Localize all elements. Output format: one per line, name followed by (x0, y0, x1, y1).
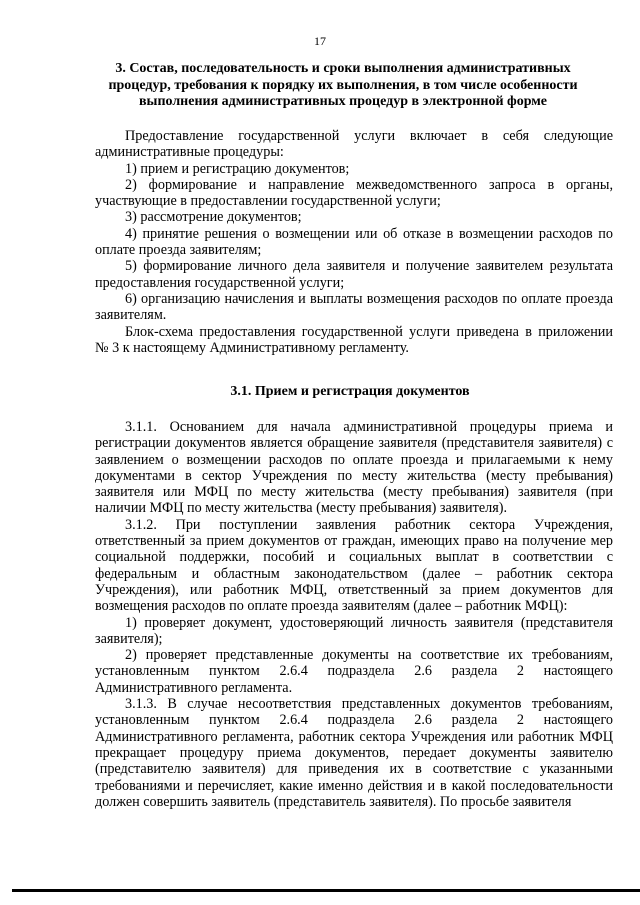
list-item: 4) принятие решения о возмещении или об отказе в возмещении расходов по оплате проезда заявителям; (95, 225, 613, 259)
paragraph: 3.1.2. При поступлении заявления работник сектора Учреждения, ответственный за прием документов от граждан, имеющих право на получение мер социальной поддержки, пособий и социальных выплат в соответствии с федеральным и областным законодательством (далее – работник сектора Учреждения), или работник МФЦ, ответственный за прием документов для возмещения расходов по оплате проезда заявителям (далее – работник МФЦ): (95, 516, 613, 615)
section-title-line: процедур, требования к порядку их выполнения, в том числе особенности (108, 77, 578, 93)
subsection-title: 3.1. Прием и регистрация документов (230, 384, 470, 399)
list-item: 1) проверяет документ, удостоверяющий личность заявителя (представителя заявителя); (95, 614, 613, 647)
subsection-text (95, 419, 613, 810)
list-item: 6) организацию начисления и выплаты возмещения расходов по оплате проезда заявителям. (95, 290, 613, 324)
list-item: 1) прием и регистрацию документов; (125, 160, 350, 177)
page-number: 17 (314, 34, 326, 48)
paragraph: Блок-схема предоставления государственной услуги приведена в приложении № 3 к настоящему Административному регламенту. (95, 323, 613, 356)
paragraph: 3.1.3. В случае несоответствия представленных документов требованиям, установленным пунктом 2.6.4 подраздела 2.6 раздела 2 настоящего Административного регламента, работник сектора Учреждения или работник МФЦ прекращает процедуру приема документов, передает документы заявителю (представителю заявителя) для приведения их в соответствие с указанными требованиями и перечисляет, какие именно действия и в какой последовательности должен совершить заявитель (представитель заявителя). По просьбе заявителя (95, 696, 613, 810)
list-item: 2) формирование и направление межведомственного запроса в органы, участвующие в предоставлении государственной услуги; (95, 176, 613, 210)
list-item: 2) проверяет представленные документы на соответствие их требованиям, установленным пунктом 2.6.4 подраздела 2.6 раздела 2 настоящего Административного регламента. (95, 647, 613, 696)
list-item: 3) рассмотрение документов; (125, 209, 302, 226)
list-item: 5) формирование личного дела заявителя и получение заявителем результата предоставления государственной услуги; (95, 258, 613, 291)
intro-text (95, 128, 613, 356)
bottom-rule (12, 889, 640, 892)
section-title (86, 61, 600, 111)
paragraph: 3.1.1. Основанием для начала административной процедуры приема и регистрации документов является обращение заявителя (представителя заявителя) с заявлением о возмещении расходов по оплате проезда и прилагаемыми к нему документами в сектор Учреждения по месту жительства (месту пребывания) заявителя или МФЦ по месту жительства (месту пребывания) заявителя (при наличии МФЦ по месту жительства (месту пребывания) заявителя). (95, 419, 613, 517)
section-title-line: выполнения административных процедур в электронной форме (138, 94, 548, 109)
section-title-line: 3. Состав, последовательность и сроки выполнения административных (115, 61, 571, 76)
paragraph: Предоставление государственной услуги включает в себя следующие административные процедуры: (95, 128, 613, 161)
